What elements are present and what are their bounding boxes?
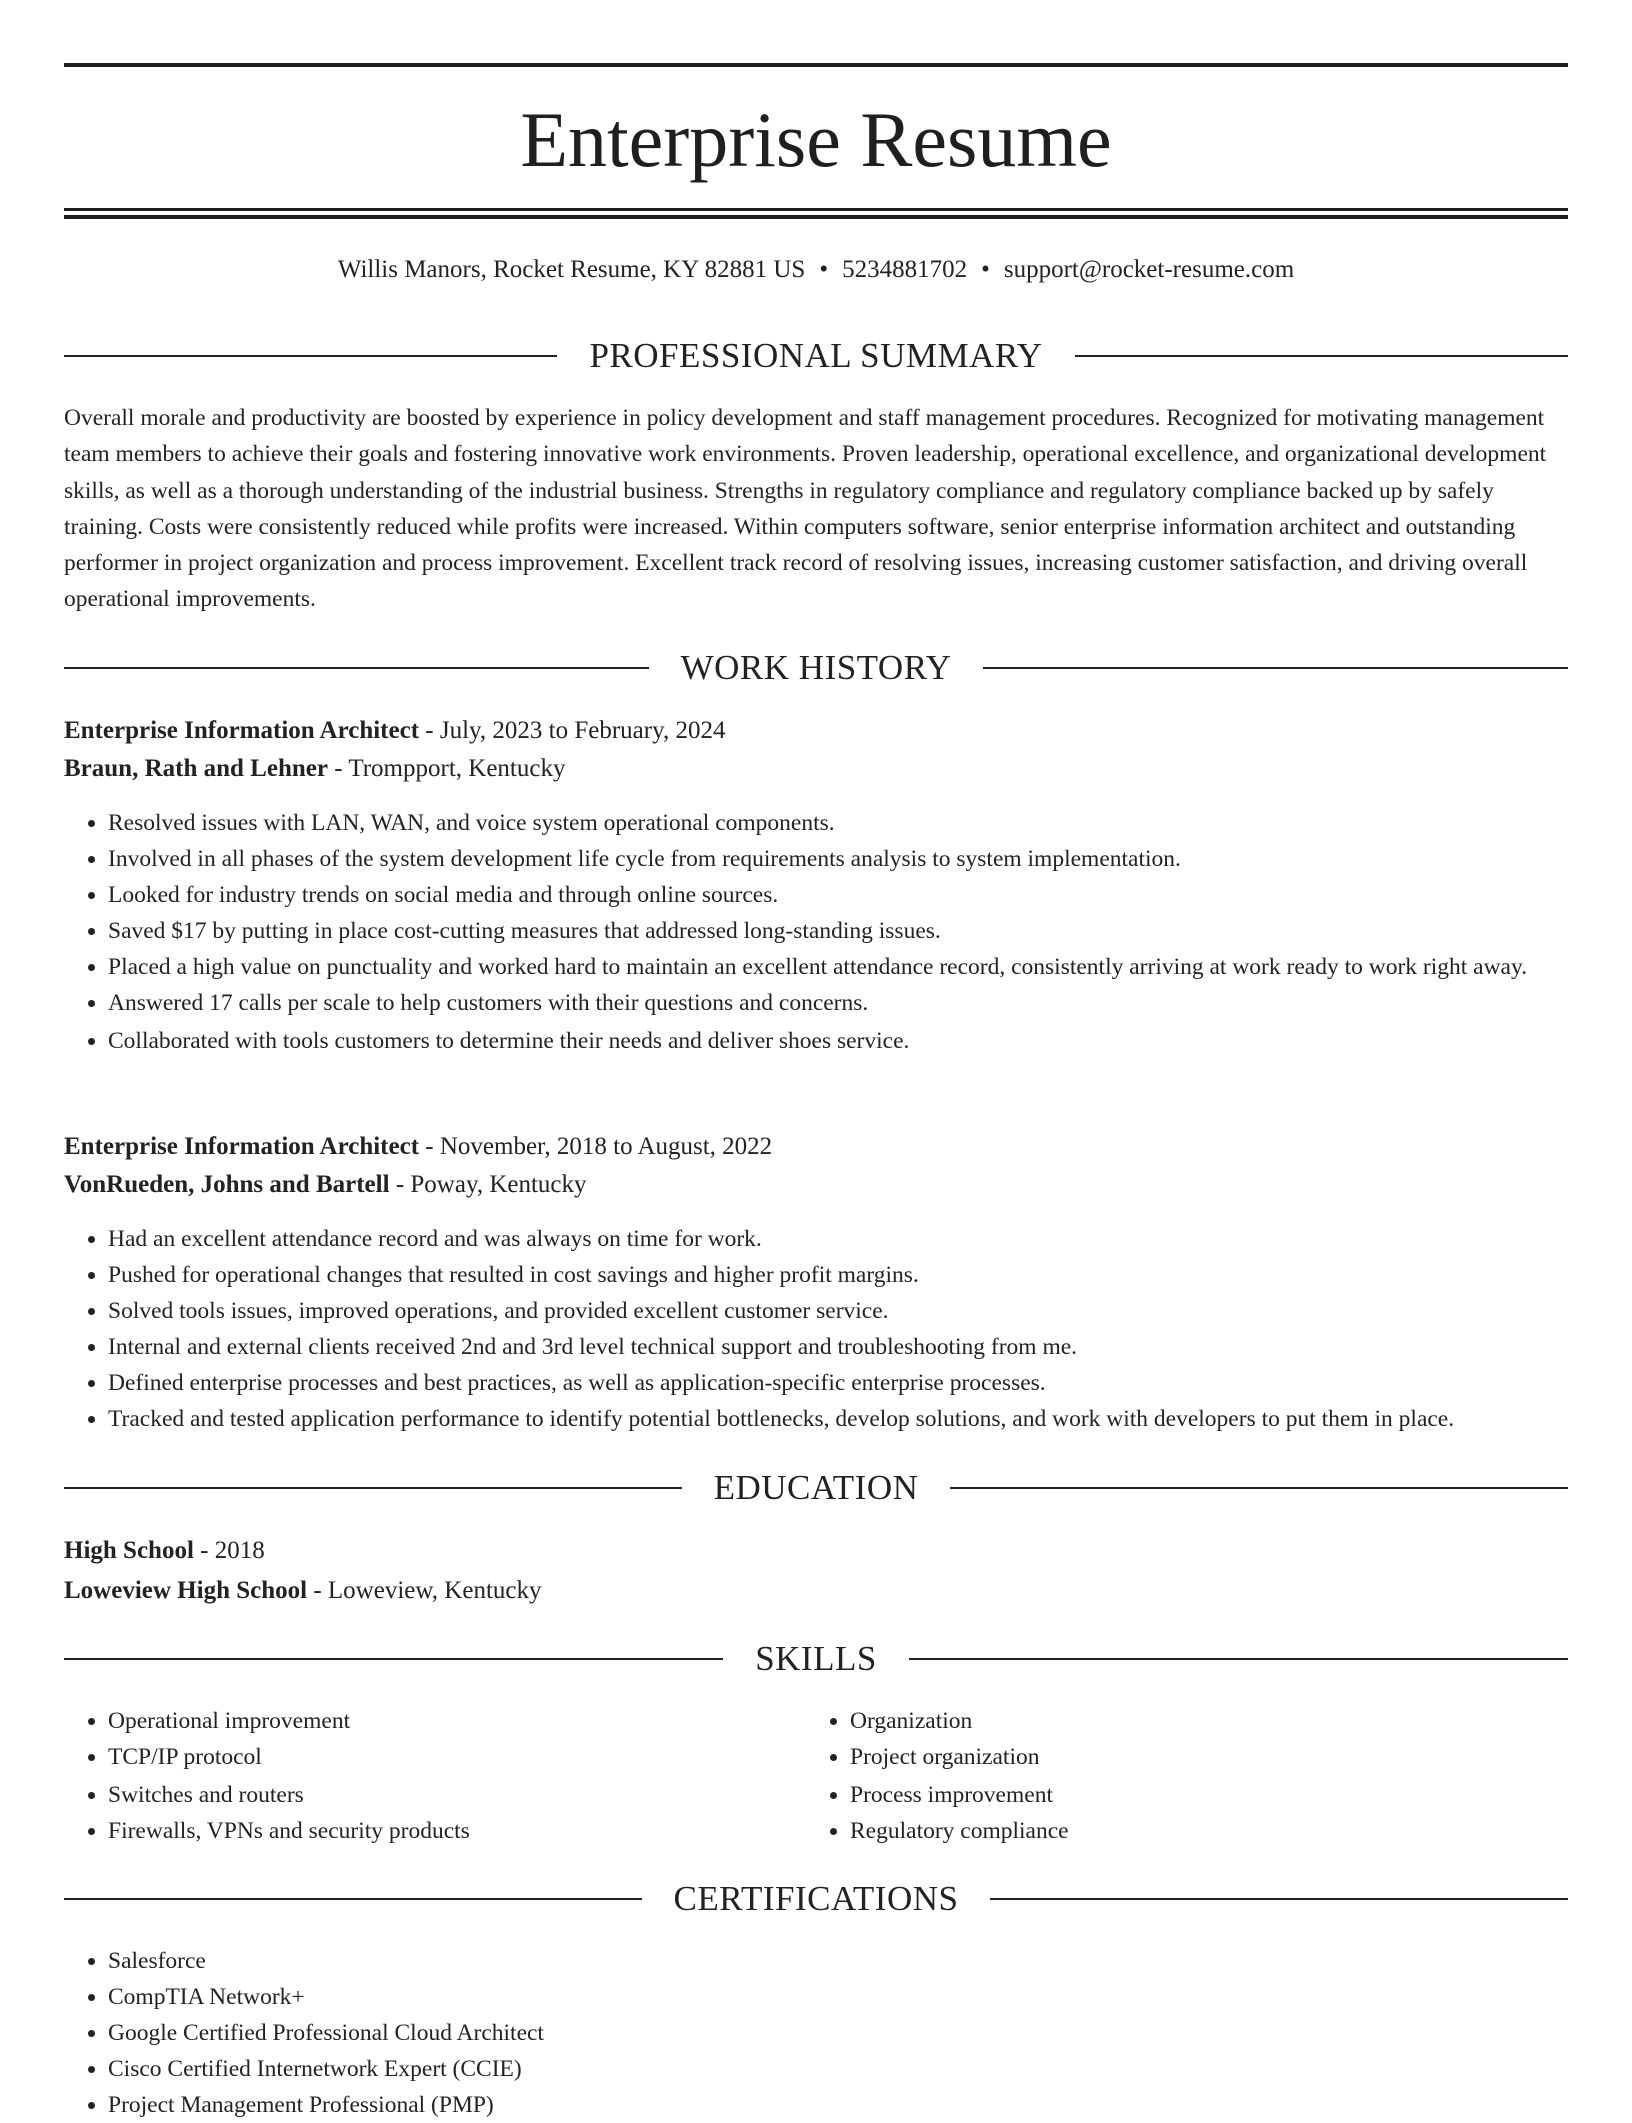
- job-company: Braun, Rath and Lehner: [64, 755, 328, 782]
- section-header-summary: [64, 334, 1568, 378]
- list-item: • Had an excellent attendance record and was always on time for work.: [108, 1221, 1568, 1257]
- certification-item: • Cisco Certified Internetwork Expert (CCIE): [108, 2051, 1568, 2087]
- education-degree-line: [64, 1533, 1568, 1569]
- resume-name: Enterprise Resume: [520, 96, 1112, 183]
- section-rule: [64, 355, 557, 357]
- section-rule: [909, 1658, 1568, 1660]
- job-bullets: [64, 805, 1568, 1059]
- job-location: - Poway, Kentucky: [389, 1171, 587, 1198]
- section-rule: [64, 1487, 682, 1489]
- contact-separator: •: [819, 256, 829, 283]
- section-header-education: [64, 1466, 1568, 1510]
- section-header-certifications: [64, 1877, 1568, 1921]
- section-header-skills: [64, 1637, 1568, 1681]
- job-dates: - November, 2018 to August, 2022: [419, 1133, 773, 1160]
- certification-item: • Project Management Professional (PMP): [108, 2087, 1568, 2123]
- job-title-line: [64, 713, 1568, 749]
- education-location: - Loweview, Kentucky: [307, 1577, 542, 1604]
- certification-item: • Google Certified Professional Cloud Architect: [108, 2015, 1568, 2051]
- header-bottom-rule-thick: [64, 215, 1568, 219]
- job-company-line: [64, 1167, 1568, 1203]
- job-title: Enterprise Information Architect: [64, 717, 420, 744]
- section-rule: [1075, 355, 1568, 357]
- education-degree: High School: [64, 1537, 194, 1564]
- skills-column-right: [806, 1703, 1546, 1849]
- job-title: Enterprise Information Architect: [64, 1133, 420, 1160]
- section-rule: [64, 1898, 642, 1900]
- contact-phone: 5234881702: [842, 256, 968, 283]
- job-title-line: [64, 1129, 1568, 1165]
- list-item: • Answered 17 calls per scale to help customers with their questions and concerns.: [108, 985, 1568, 1021]
- contact-address: Willis Manors, Rocket Resume, KY 82881 US: [337, 256, 806, 283]
- education-year: - 2018: [193, 1537, 265, 1564]
- job-company-line: [64, 751, 1568, 787]
- list-item: • Involved in all phases of the system development life cycle from requirements analysis to system implementation.: [108, 841, 1568, 877]
- skills-list: [806, 1703, 1632, 1849]
- section-rule: [64, 1658, 723, 1660]
- contact-separator: •: [981, 256, 990, 283]
- skill-item: • Project organization: [850, 1739, 1632, 1775]
- list-item: • Internal and external clients received 2nd and 3rd level technical support and troubleshooting from me.: [108, 1329, 1568, 1365]
- skill-item: • Operational improvement: [108, 1703, 1568, 1739]
- section-title: SKILLS: [755, 1639, 877, 1678]
- header-bottom-rule: [64, 208, 1568, 211]
- education-school: Loweview High School: [64, 1577, 308, 1604]
- list-item: • Saved $17 by putting in place cost-cutting measures that addressed long-standing issues.: [108, 913, 1568, 949]
- contact-line: [64, 252, 1568, 288]
- job-location: - Trompport, Kentucky: [327, 755, 566, 782]
- certification-item: • CompTIA Network+: [108, 1979, 1568, 2015]
- education-school-line: [64, 1573, 1568, 1609]
- certifications-list: [64, 1943, 1568, 2123]
- skill-item: • Organization: [850, 1703, 1632, 1739]
- section-title: PROFESSIONAL SUMMARY: [589, 336, 1043, 375]
- skill-item: • Process improvement: [850, 1777, 1632, 1813]
- list-item: • Pushed for operational changes that resulted in cost savings and higher profit margins.: [108, 1257, 1568, 1293]
- summary-text: Overall morale and productivity are boosted by experience in policy development and staff management procedures. Recognized for motivating management team members to achieve their goals and fostering innovative work environments. Proven leadership, operational excellence, and organizational development skills, as well as a thorough understanding of the industrial business. Strengths in regulatory compliance and regulatory compliance backed up by safely training. Costs were consistently reduced while profits were increased. Within computers software, senior enterprise information architect and outstanding performer in project organization and process improvement. Excellent track record of resolving issues, increasing customer satisfaction, and driving overall operational improvements.: [64, 405, 1547, 613]
- skill-item: • Firewalls, VPNs and security products: [108, 1813, 1568, 1849]
- list-item: • Defined enterprise processes and best practices, as well as application-specific enterprise processes.: [108, 1365, 1568, 1401]
- skills-column-left: [64, 1703, 804, 1849]
- list-item: • Placed a high value on punctuality and worked hard to maintain an excellent attendance record, consistently arriving at work ready to work right away.: [108, 949, 1568, 985]
- certification-item: • Salesforce: [108, 1943, 1568, 1979]
- section-rule: [950, 1487, 1568, 1489]
- list-item: • Solved tools issues, improved operations, and provided excellent customer service.: [108, 1293, 1568, 1329]
- job-dates: - July, 2023 to February, 2024: [419, 717, 726, 744]
- contact-email: support@rocket-resume.com: [1003, 256, 1295, 283]
- section-rule: [64, 667, 649, 669]
- list-item: • Resolved issues with LAN, WAN, and voice system operational components.: [108, 805, 1568, 841]
- section-rule: [990, 1898, 1568, 1900]
- section-header-work: [64, 646, 1568, 690]
- section-title: WORK HISTORY: [680, 648, 952, 687]
- skill-item: • Switches and routers: [108, 1777, 1568, 1813]
- skill-item: • Regulatory compliance: [850, 1813, 1632, 1849]
- list-item: • Looked for industry trends on social media and through online sources.: [108, 877, 1568, 913]
- list-item: • Tracked and tested application performance to identify potential bottlenecks, develop solutions, and work with developers to put them in place.: [108, 1401, 1568, 1437]
- section-title: EDUCATION: [713, 1468, 919, 1507]
- job-company: VonRueden, Johns and Bartell: [64, 1171, 390, 1198]
- section-title: CERTIFICATIONS: [673, 1879, 959, 1918]
- section-rule: [983, 667, 1568, 669]
- skill-item: • TCP/IP protocol: [108, 1739, 1568, 1775]
- list-item: • Collaborated with tools customers to determine their needs and deliver shoes service.: [108, 1023, 1568, 1059]
- header-top-rule: [64, 63, 1568, 67]
- job-bullets: [64, 1221, 1568, 1437]
